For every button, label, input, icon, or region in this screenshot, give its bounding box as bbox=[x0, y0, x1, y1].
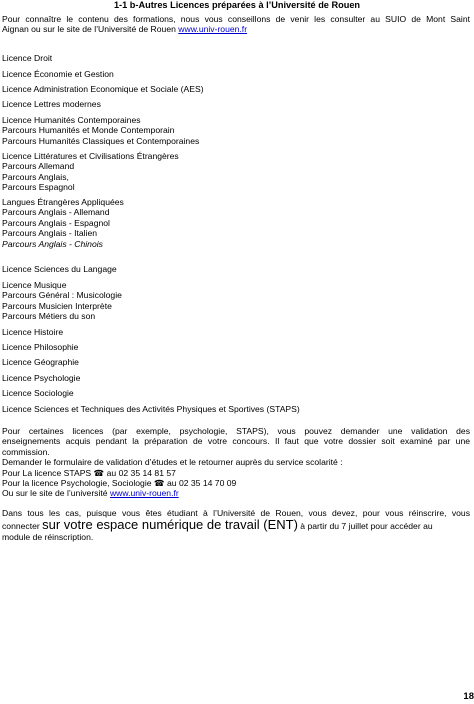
parcours-item: Parcours Métiers du son bbox=[2, 311, 96, 322]
page-title: 1-1 b-Autres Licences préparées à l’Université de Rouen bbox=[113, 0, 361, 10]
parcours-item: Parcours Musicien Interprète bbox=[2, 300, 112, 311]
licence-group bbox=[2, 280, 470, 322]
licence-title: Licence Humanités Contemporaines bbox=[2, 115, 141, 125]
intro-text: Aignan ou sur le site de l’Université de Rouen bbox=[2, 24, 179, 35]
parcours-item: Parcours Espagnol bbox=[2, 182, 75, 193]
intro-line bbox=[2, 24, 470, 34]
ent-highlight: sur votre espace numérique de travail (ENT) bbox=[42, 517, 298, 533]
licence-group bbox=[2, 151, 470, 193]
univ-rouen-link[interactable]: www.univ-rouen.fr bbox=[178, 24, 248, 35]
parcours-item: Parcours Général : Musicologie bbox=[2, 290, 122, 301]
univ-rouen-link[interactable]: www.univ-rouen.fr bbox=[109, 488, 179, 499]
staps-phone-line: Pour La licence STAPS ☎ au 02 35 14 81 57 bbox=[2, 467, 176, 478]
licence-title: Licence Sociologie bbox=[2, 388, 74, 398]
validation-line bbox=[2, 488, 470, 498]
licence-group bbox=[2, 388, 470, 398]
intro-paragraph bbox=[2, 14, 470, 35]
parcours-item: Parcours Anglais - Chinois bbox=[2, 238, 103, 249]
ent-paragraph bbox=[2, 508, 470, 543]
page-number: 18 bbox=[463, 691, 474, 702]
licence-title: Licence Musique bbox=[2, 280, 67, 290]
licence-group bbox=[2, 404, 470, 414]
ent-line: Dans tous les cas, puisque vous êtes étudiant à l’Université de Rouen, vous devez, pour vous réinscrire, vous bbox=[2, 508, 470, 518]
intro-line: Pour connaître le contenu des formations, nous vous conseillons de venir les consulter au SUIO de Mont Saint bbox=[2, 14, 470, 24]
licence-group bbox=[2, 69, 470, 79]
licence-title: Licence Philosophie bbox=[2, 342, 79, 352]
licence-title: Licence Sciences et Techniques des Activités Physiques et Sportives (STAPS) bbox=[2, 404, 300, 414]
ent-line bbox=[2, 518, 470, 532]
psychologie-phone-line: Pour la licence Psychologie, Sociologie ☎ au 02 35 14 70 09 bbox=[2, 478, 237, 489]
parcours-item: Parcours Anglais - Espagnol bbox=[2, 217, 110, 228]
licence-group bbox=[2, 197, 470, 249]
licence-title: Licence Administration Economique et Sociale (AES) bbox=[2, 84, 204, 94]
licence-title: Licence Lettres modernes bbox=[2, 99, 101, 109]
licence-group bbox=[2, 115, 470, 146]
parcours-item: Parcours Anglais, bbox=[2, 171, 69, 182]
licence-title: Langues Étrangères Appliquées bbox=[2, 197, 124, 207]
validation-line: Demander le formulaire de validation d’études et le retourner auprès du service scolarité : bbox=[2, 457, 343, 468]
parcours-item: Parcours Humanités et Monde Contemporain bbox=[2, 125, 175, 136]
parcours-item: Parcours Anglais - Allemand bbox=[2, 207, 110, 218]
ent-text: à partir du 7 juillet pour accéder au bbox=[297, 521, 433, 532]
validation-paragraph bbox=[2, 426, 470, 499]
ent-text: connecter bbox=[2, 521, 43, 532]
validation-text: Ou sur le site de l’université bbox=[2, 488, 110, 499]
licence-group bbox=[2, 357, 470, 367]
parcours-item: Parcours Humanités Classiques et Contemporaines bbox=[2, 135, 200, 146]
licence-group bbox=[2, 53, 470, 63]
licence-title: Licence Économie et Gestion bbox=[2, 69, 114, 79]
licence-group bbox=[2, 327, 470, 337]
validation-line: commission. bbox=[2, 446, 50, 457]
licence-title: Licence Histoire bbox=[2, 327, 64, 337]
licence-title: Licence Littératures et Civilisations Étrangères bbox=[2, 151, 179, 161]
licence-group bbox=[2, 99, 470, 109]
licence-group bbox=[2, 264, 470, 274]
parcours-item: Parcours Allemand bbox=[2, 161, 75, 172]
licence-title: Licence Géographie bbox=[2, 357, 79, 367]
ent-line: module de réinscription. bbox=[2, 532, 94, 543]
licence-group bbox=[2, 84, 470, 94]
licence-title: Licence Droit bbox=[2, 53, 53, 63]
parcours-item: Parcours Anglais - Italien bbox=[2, 228, 98, 239]
licence-group bbox=[2, 342, 470, 352]
licence-title: Licence Psychologie bbox=[2, 373, 81, 383]
licence-group bbox=[2, 373, 470, 383]
validation-line: enseignements acquis pendant la préparation de votre concours. Il faut que votre dossier soit examiné par une bbox=[2, 436, 470, 447]
licence-title: Licence Sciences du Langage bbox=[2, 264, 117, 274]
validation-line: Pour certaines licences (par exemple, psychologie, STAPS), vous pouvez demander une validation des bbox=[2, 426, 470, 436]
